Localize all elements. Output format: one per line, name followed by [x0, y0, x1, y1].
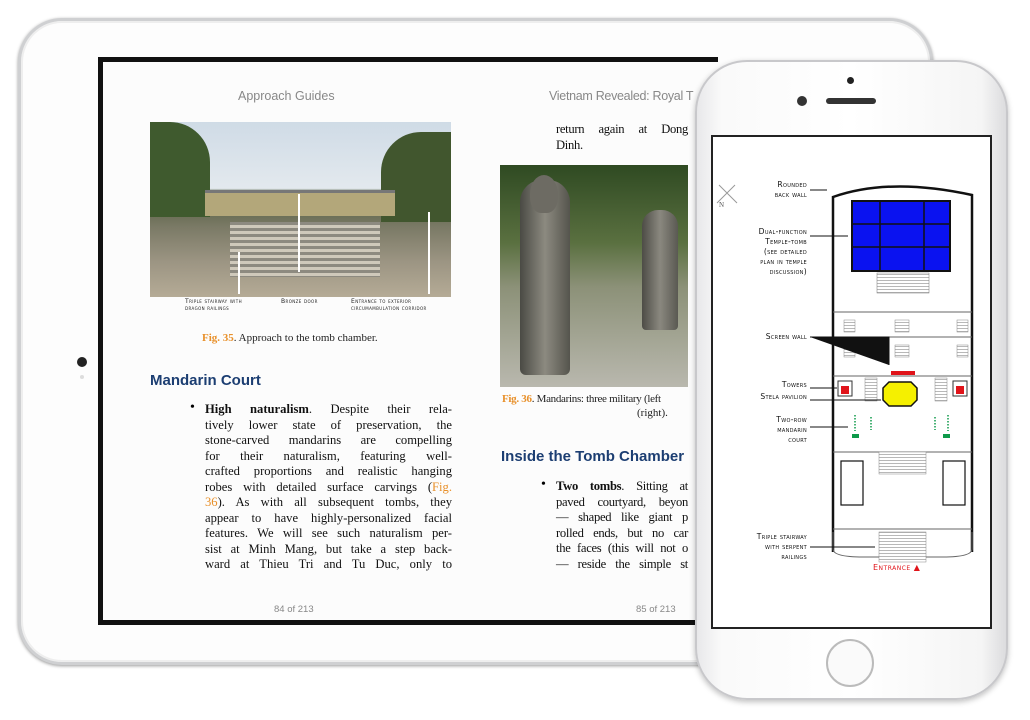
- text-segment: Dinh.: [556, 137, 583, 152]
- text-segment: appear to have highly-personalized facial: [205, 510, 452, 525]
- label-temple-tomb: Temple-tomb: [765, 237, 807, 246]
- tower-left: [841, 386, 849, 394]
- text-line: [205, 511, 452, 527]
- right-bullet-paragraph: [556, 479, 688, 572]
- mandarin-rows: [852, 415, 950, 438]
- label-stairway: with serpent: [764, 542, 807, 551]
- label-back-wall: Rounded: [777, 180, 807, 189]
- figure-caption-36: [502, 393, 661, 405]
- right-top-text: [556, 122, 688, 153]
- text-segment: Two tombs: [556, 479, 622, 493]
- text-line: [556, 138, 688, 154]
- bullet-icon: •: [541, 477, 546, 492]
- text-line: [205, 557, 452, 573]
- tomb-approach-photo: [150, 122, 451, 297]
- screen-wall: [891, 371, 915, 375]
- text-line: [205, 495, 452, 511]
- right-page-header: Vietnam Revealed: Royal T: [549, 89, 694, 103]
- left-page-header: Approach Guides: [238, 89, 335, 103]
- text-line: [205, 526, 452, 542]
- label-mandarin: mandarin: [777, 425, 807, 434]
- text-segment: . Despite their rela-: [308, 402, 452, 416]
- diagram-labels: [756, 180, 808, 561]
- text-segment: tively lower state of preservation, the: [205, 417, 452, 432]
- label-line: Triple stairway with: [185, 298, 243, 305]
- label-screen-wall: Screen wall: [765, 332, 807, 341]
- text-line: [556, 479, 688, 495]
- text-segment: — reside the simple st: [556, 556, 688, 571]
- text-segment: rolled ends, but no car: [556, 525, 688, 540]
- text-segment: features. We will see such naturalism per-: [205, 526, 452, 540]
- text-line: [556, 526, 688, 542]
- iphone-screen: [711, 135, 992, 629]
- label-temple-tomb: Dual-function: [758, 227, 807, 236]
- text-line: [205, 449, 452, 465]
- figure-link[interactable]: Fig. 35: [202, 332, 234, 344]
- label-temple-tomb: plan in temple: [760, 257, 807, 266]
- label-stairway: railings: [781, 552, 807, 561]
- label-towers: Towers: [781, 380, 807, 389]
- iphone-device: [695, 60, 1008, 700]
- left-page-number: 84 of 213: [274, 604, 314, 615]
- label-stairway: Triple stairway: [756, 532, 807, 541]
- text-line: [556, 510, 688, 526]
- photo-label-entrance: [351, 298, 427, 312]
- text-segment: crafted proportions and realistic hanging: [205, 464, 452, 478]
- text-segment: . Sitting at: [621, 479, 688, 493]
- text-segment: robes with detailed surface carvings (: [205, 479, 433, 494]
- caption-text: . Mandarins: three military (left: [531, 393, 661, 405]
- ipad-camera: [77, 357, 87, 367]
- iphone-speaker: [826, 98, 876, 104]
- home-button[interactable]: [826, 639, 874, 687]
- text-line: [205, 402, 452, 418]
- text-line: [205, 433, 452, 449]
- label-line: circumambulation corridor: [351, 305, 427, 312]
- right-page-number: 85 of 213: [636, 604, 676, 615]
- section-heading-inside-tomb-chamber: Inside the Tomb Chamber: [501, 448, 685, 465]
- mandarin-statues-photo: [500, 165, 688, 387]
- entrance-label: Entrance ▲: [873, 563, 921, 572]
- caption-text: . Approach to the tomb chamber.: [233, 332, 378, 344]
- text-segment: stone-carved mandarins are compelling: [205, 433, 452, 447]
- text-line: [205, 542, 452, 558]
- figure-link[interactable]: Fig.: [432, 479, 452, 494]
- figure-link[interactable]: 36: [205, 495, 218, 509]
- temple-tomb-block: [852, 201, 950, 271]
- compass-icon: [717, 185, 737, 209]
- text-segment: the faces (this will not o: [556, 541, 688, 555]
- label-stela: Stela pavilion: [760, 392, 807, 401]
- ipad-screen: [98, 57, 718, 625]
- text-line: [556, 557, 688, 573]
- text-segment: paved courtyard, beyon: [556, 494, 688, 509]
- figure-link[interactable]: Fig. 36: [502, 393, 532, 405]
- text-line: [556, 541, 688, 557]
- text-segment: High naturalism: [205, 402, 309, 416]
- figure-caption-35: [202, 332, 378, 344]
- left-bullet-paragraph: [205, 402, 452, 573]
- label-mandarin: court: [788, 435, 807, 444]
- iphone-sensor: [847, 77, 854, 84]
- bullet-icon: •: [190, 400, 195, 415]
- label-line: dragon railings: [185, 305, 230, 312]
- label-back-wall: back wall: [774, 190, 807, 199]
- tomb-plan-diagram: [713, 137, 990, 627]
- compass-letter: N: [719, 201, 725, 209]
- ipad-sensor: [80, 375, 84, 379]
- text-line: [205, 464, 452, 480]
- text-line: [556, 122, 688, 138]
- photo-label-stairway: [185, 298, 242, 312]
- text-segment: sist at Minh Mang, but take a step back-: [205, 541, 452, 556]
- ebook-spread: [103, 62, 718, 620]
- tower-right: [956, 386, 964, 394]
- text-line: [205, 480, 452, 496]
- caption-line-2: (right).: [637, 407, 668, 419]
- text-line: [205, 418, 452, 434]
- text-segment: ward at Thieu Tri and Tu Duc, only to: [205, 557, 452, 571]
- text-segment: — shaped like giant p: [556, 510, 688, 524]
- photo-label-bronze-door: Bronze door: [281, 298, 318, 305]
- text-segment: return again at Dong: [556, 122, 688, 136]
- label-line: Entrance to exterior: [351, 298, 412, 305]
- section-heading-mandarin-court: Mandarin Court: [150, 372, 261, 389]
- label-mandarin: Two-row: [776, 415, 807, 424]
- stela-pavilion: [883, 382, 917, 406]
- text-segment: ). As with all subsequent tombs, they: [217, 495, 452, 509]
- text-line: [556, 495, 688, 511]
- label-temple-tomb: (see detailed: [763, 247, 807, 256]
- iphone-camera: [797, 96, 807, 106]
- text-segment: for their naturalism, featuring well-: [205, 448, 452, 463]
- label-temple-tomb: discussion): [769, 267, 807, 276]
